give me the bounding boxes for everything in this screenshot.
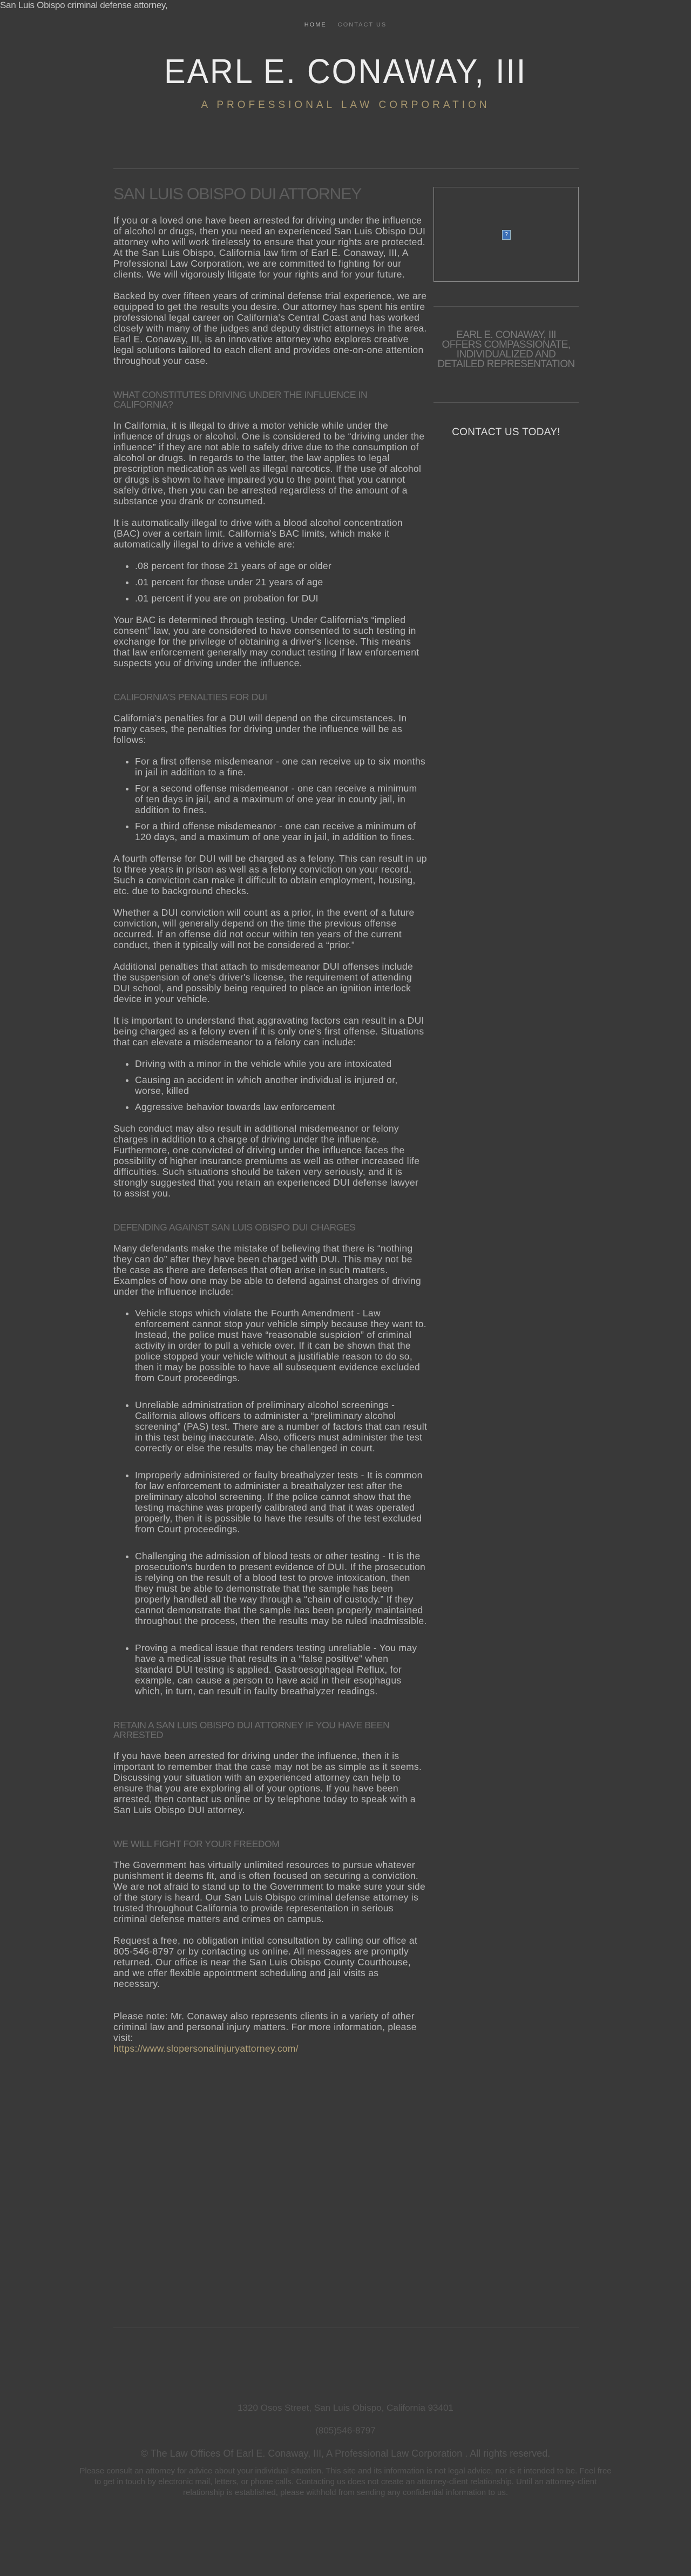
section-heading: WHAT CONSTITUTES DRIVING UNDER THE INFLUENCE IN CALIFORNIA? [113, 389, 368, 410]
footer-copyright: © The Law Offices Of Earl E. Conaway, III, A Professional Law Corporation . All rights reserved. [140, 2448, 551, 2459]
sidebar-image [433, 187, 579, 282]
paragraph: If you or a loved one have been arrested for driving under the influence of alcohol or drugs, then you need an experienced San Luis Obispo DUI attorney who will work tirelessly to ensure that your rights are protected. At the San Luis Obispo, California law firm of Earl E. Conaway, III, A Professional Law Corporation, we are committed to fighting for our clients. We will vigorously litigate for your rights and for your future. [113, 215, 426, 280]
paragraph: Whether a DUI conviction will count as a prior, in the event of a future conviction, will generally depend on the time the previous offense occurred. If an offense did not occur within ten years of the current conduct, then it typically will not be considered a “prior.” [113, 907, 415, 950]
footer-address: 1320 Osos Street, San Luis Obispo, California 93401 [238, 2403, 453, 2413]
section-heading: CALIFORNIA'S PENALTIES FOR DUI [113, 692, 267, 702]
paragraph: A fourth offense for DUI will be charged as a felony. This can result in up to three years in prison as well as a felony conviction on your record. Such a conviction can make it difficult to obtain employment, housing, etc. due to background checks. [113, 853, 427, 896]
sidebar [433, 187, 579, 438]
list-item: • .08 percent for those 21 years of age or older [135, 560, 428, 571]
header-divider [113, 168, 579, 169]
paragraph: In California, it is illegal to drive a motor vehicle while under the influence of drugs or alcohol. One is considered to be “driving under the influence” if they are not able to safely drive due to the consumption of alcohol or drugs. In regards to the latter, the law applies to legal prescription medication as well as illegal narcotics. If the use of alcohol or drugs is shown to have impaired you to the point that you cannot safely drive, then you can be arrested regardless of the amount of a substance you drank or consumed. [113, 420, 425, 506]
list-item: • Proving a medical issue that renders testing unreliable - You may have a medical issue that results in a “false positive” when standard DUI testing is applied. Gastroesophageal Reflux, for example, can cause a person to have acid in their esophagus which, in turn, can result in faulty breathalyzer readings. [135, 1642, 428, 1696]
footer [0, 2403, 691, 2498]
list-item: • For a second offense misdemeanor - one can receive a minimum of ten days in jail, and a maximum of one year in county jail, in addition to fines. [135, 783, 428, 815]
paragraph: If you have been arrested for driving under the influence, then it is important to remember that the case may not be as simple as it seems. Discussing your situation with an experienced attorney can help to ensure that you are exploring all of your options. If you have been arrested, then contact us online or by telephone today to speak with a San Luis Obispo DUI attorney. [113, 1750, 422, 1815]
main-content [113, 184, 428, 2065]
list-item: • Vehicle stops which violate the Fourth Amendment - Law enforcement cannot stop your vehicle simply because they want to. Instead, the police must have “reasonable suspicion” of criminal activity in order to pull a vehicle over. If it can be shown that the police stopped your vehicle without a justifiable reason to do so, then it may be possible to have all subsequent evidence excluded from Court proceedings. [135, 1308, 428, 1383]
brand-header [0, 50, 691, 111]
personal-injury-link[interactable]: https://www.slopersonalinjuryattorney.com/ [113, 2043, 299, 2054]
list-item: • For a third offense misdemeanor - one can receive a minimum of 120 days, and a maximum of one year in jail, in addition to fines. [135, 821, 428, 842]
paragraph: It is automatically illegal to drive with a blood alcohol concentration (BAC) over a certain limit. California's BAC limits, which make it automatically illegal to drive a vehicle are: [113, 517, 403, 550]
page-title: SAN LUIS OBISPO DUI ATTORNEY [113, 185, 362, 203]
top-nav [0, 22, 691, 28]
list-item: • Unreliable administration of preliminary alcohol screenings - California allows officers to administer a “preliminary alcohol screening” (PAS) test. There are a number of factors that can result in this test being inaccurate. Also, officers must administer the test correctly or else the results may be challenged in court. [135, 1399, 428, 1453]
section-heading: WE WILL FIGHT FOR YOUR FREEDOM [113, 1838, 280, 1849]
broken-image-icon: ? [502, 230, 511, 240]
list-item: • Driving with a minor in the vehicle while you are intoxicated [135, 1058, 428, 1069]
sidebar-divider [433, 402, 579, 403]
footer-disclaimer: Please consult an attorney for advice about your individual situation. This site and its information is not legal advice, nor is it intended to be. Feel free to get in touch by electronic mail, letters, or phone calls. Contacting us does not create an attorney-client relationship. Until an attorney-client relationship is established, please withhold from sending any confidential information to us. [79, 2466, 612, 2497]
paragraph: California's penalties for a DUI will depend on the circumstances. In many cases, the penalties for driving under the influence will be as follows: [113, 713, 407, 745]
aggravating-list [113, 1058, 428, 1112]
contact-us-today-link[interactable]: CONTACT US TODAY! [452, 427, 560, 438]
paragraph: Request a free, no obligation initial consultation by calling our office at 805-546-8797 or by contacting us online. All messages are promptly returned. Our office is near the San Luis Obispo County Courthouse, and we offer flexible appointment scheduling and jail visits as necessary. [113, 1935, 418, 1989]
list-item: • For a first offense misdemeanor - one can receive up to six months in jail in addition to a fine. [135, 756, 428, 777]
section-heading: DEFENDING AGAINST SAN LUIS OBISPO DUI CHARGES [113, 1222, 356, 1233]
firm-name[interactable]: EARL E. CONAWAY, III [164, 52, 527, 91]
footer-phone[interactable]: (805)546-8797 [315, 2425, 376, 2436]
list-item: • .01 percent for those under 21 years of age [135, 577, 428, 587]
list-item: • Improperly administered or faulty breathalyzer tests - It is common for law enforcement to administer a breathalyzer test after the preliminary alcohol screening. If the police cannot show that the testing machine was properly calibrated and that it was operated properly, then it is possible to have the results of the test excluded from Court proceedings. [135, 1470, 428, 1534]
list-item: • Challenging the admission of blood tests or other testing - It is the prosecution's burden to present evidence of DUI. If the prosecution is relying on the result of a blood test to prove intoxication, then they must be able to demonstrate that the sample has been properly handled all the way through a “chain of custody.” If they cannot demonstrate that the sample has been properly maintained throughout the process, then the results may be ruled inadmissible. [135, 1551, 428, 1626]
sidebar-divider [433, 306, 579, 307]
nav-contact-us[interactable]: CONTACT US [337, 22, 387, 28]
paragraph: Such conduct may also result in additional misdemeanor or felony charges in addition to a charge of driving under the influence. Furthermore, one convicted of driving under the influence faces the possibility of higher insurance premiums as well as other increased life difficulties. Such situations should be taken very seriously, and it is strongly suggested that you retain an experienced DUI defense lawyer to assist you. [113, 1123, 420, 1199]
paragraph [113, 2011, 428, 2054]
paragraph: The Government has virtually unlimited resources to pursue whatever punishment it deems fit, and is often focused on securing a conviction. We are not afraid to stand up to the Government to make sure your side of the story is heard. Our San Luis Obispo criminal defense attorney is trusted throughout California to provide representation in serious criminal defense matters and crimes on campus. [113, 1860, 426, 1924]
paragraph: It is important to understand that aggravating factors can result in a DUI being charged as a felony even if it is only one's first offense. Situations that can elevate a misdemeanor to a felony can include: [113, 1015, 424, 1047]
seo-text: San Luis Obispo criminal defense attorney, [0, 0, 168, 10]
defenses-list [113, 1308, 428, 1696]
list-item: • Aggressive behavior towards law enforcement [135, 1101, 428, 1112]
paragraph: Additional penalties that attach to misdemeanor DUI offenses include the suspension of one's driver's license, the requirement of attending DUI school, and possibly being required to place an ignition interlock device in your vehicle. [113, 961, 414, 1004]
paragraph: Backed by over fifteen years of criminal defense trial experience, we are equipped to get the results you desire. Our attorney has spent his entire professional legal career on California's Central Coast and has worked closely with many of the judges and deputy district attorneys in the area. Earl E. Conaway, III, is an innovative attorney who explores creative legal solutions tailored to each client and provides one-on-one attention throughout your case. [113, 290, 427, 366]
paragraph: Your BAC is determined through testing. Under California's “implied consent” law, you are considered to have consented to such testing in exchange for the privilege of obtaining a driver's license. This means that law enforcement generally may conduct testing if law enforcement suspects you of driving under the influence. [113, 614, 419, 668]
nav-home[interactable]: HOME [304, 22, 327, 28]
penalties-list [113, 756, 428, 842]
sidebar-tagline: EARL E. CONAWAY, III OFFERS COMPASSIONATE, INDIVIDUALIZED AND DETAILED REPRESENTATION [437, 329, 575, 370]
list-item: • .01 percent if you are on probation for DUI [135, 593, 428, 604]
firm-subtitle: A PROFESSIONAL LAW CORPORATION [201, 99, 490, 111]
paragraph: Many defendants make the mistake of believing that there is “nothing they can do” after they have been charged with DUI. This may not be the case as there are defenses that often arise in such matters. Examples of how one may be able to defend against charges of driving under the influence include: [113, 1243, 422, 1297]
section-heading: RETAIN A SAN LUIS OBISPO DUI ATTORNEY IF YOU HAVE BEEN ARRESTED [113, 1720, 390, 1740]
note-text: Please note: Mr. Conaway also represents clients in a variety of other criminal law and personal injury matters. For more information, please visit: [113, 2011, 417, 2043]
list-item: • Causing an accident in which another individual is injured or, worse, killed [135, 1074, 428, 1096]
bac-list [113, 560, 428, 604]
